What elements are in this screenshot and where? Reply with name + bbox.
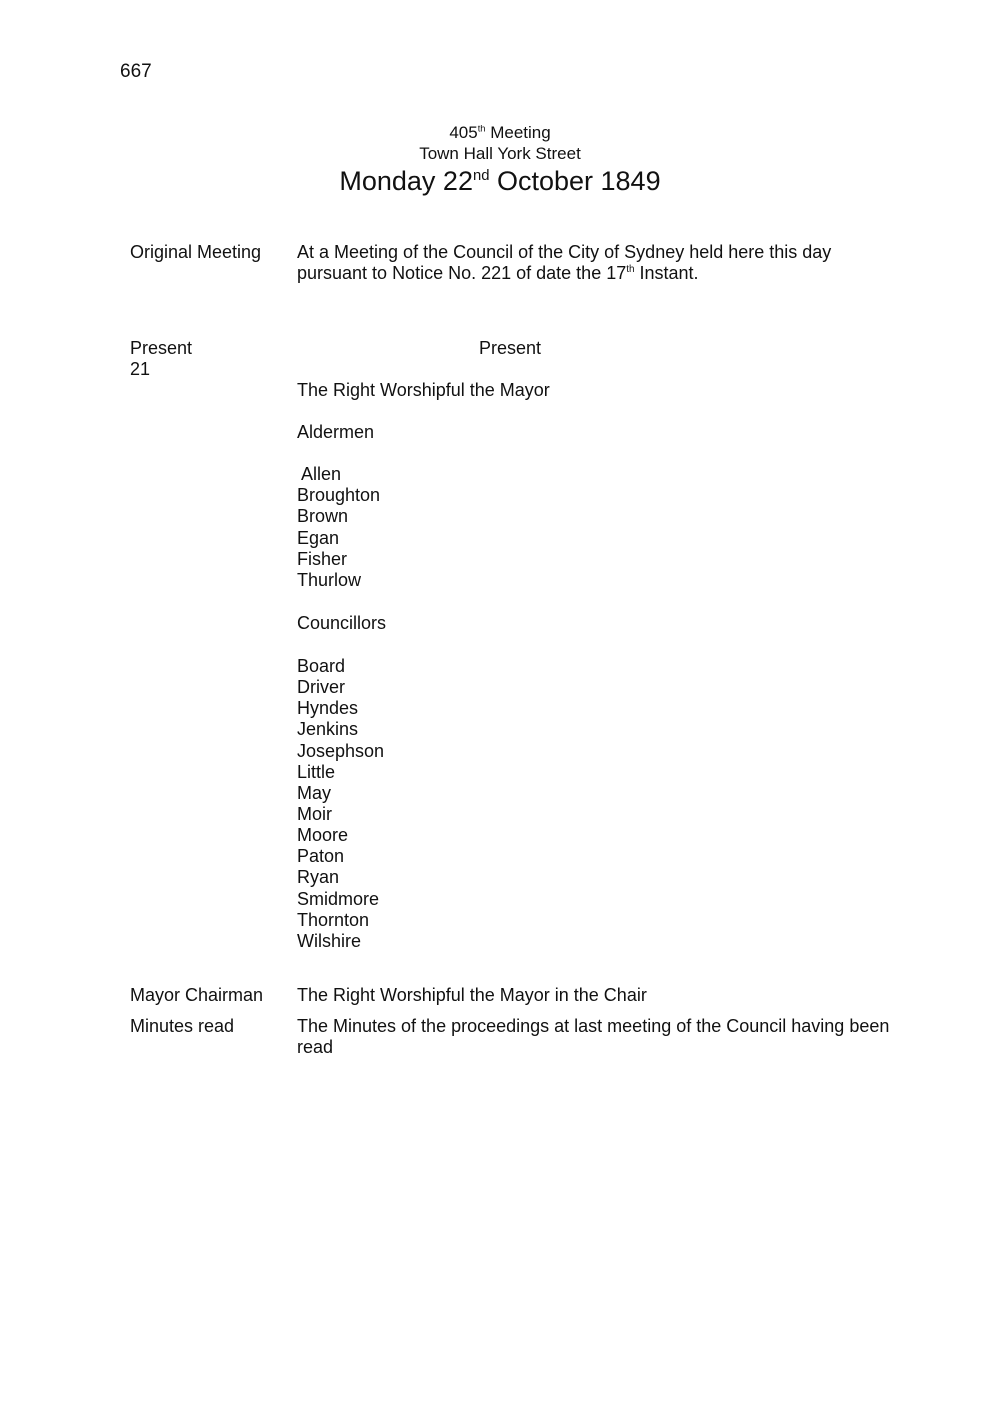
aldermen-heading: Aldermen [297, 422, 375, 442]
minutes-read-text: The Minutes of the proceedings at last meeting of the Council having been read [297, 1016, 890, 1057]
list-item: Moore [297, 825, 349, 846]
list-item: Driver [297, 677, 345, 698]
margin-label-mayor-chairman: Mayor Chairman [130, 985, 264, 1005]
list-item: Smidmore [297, 888, 380, 909]
list-item: Wilshire [297, 930, 362, 951]
present-count: 21 [130, 359, 151, 379]
meeting-venue: Town Hall York Street [419, 144, 581, 163]
present-heading: Present [479, 338, 542, 358]
councillors-heading: Councillors [297, 613, 387, 633]
list-item: Paton [297, 846, 345, 867]
list-item: Egan [297, 527, 340, 548]
aldermen-list [297, 464, 380, 591]
meeting-number: 405th Meeting [449, 123, 551, 142]
list-item: Jenkins [297, 719, 359, 740]
list-item: Little [297, 761, 336, 782]
list-item: Thornton [297, 909, 370, 930]
margin-label-original-meeting: Original Meeting [130, 242, 262, 262]
list-item: Josephson [297, 740, 385, 761]
list-item: May [297, 782, 332, 803]
mayor-attendee: The Right Worshipful the Mayor [297, 380, 550, 400]
list-item: Moir [297, 803, 332, 824]
margin-label-present: Present [130, 338, 193, 358]
page-number: 667 [120, 61, 152, 82]
councillors-list [297, 656, 384, 952]
mayor-chairman-text: The Right Worshipful the Mayor in the Chair [297, 985, 647, 1005]
margin-label-minutes-read: Minutes read [130, 1016, 235, 1036]
list-item: Broughton [297, 485, 381, 506]
meeting-date: Monday 22nd October 1849 [339, 166, 661, 196]
list-item: Thurlow [297, 569, 362, 590]
list-item: Fisher [297, 548, 348, 569]
original-meeting-text: At a Meeting of the Council of the City of Sydney held here this day pursuant to Notice No. 221 of date the 17th Instant. [297, 242, 832, 283]
list-item: Board [297, 656, 346, 676]
list-item: Brown [297, 506, 349, 527]
list-item: Hyndes [297, 698, 359, 719]
list-item: Allen [297, 464, 342, 484]
list-item: Ryan [297, 867, 340, 888]
